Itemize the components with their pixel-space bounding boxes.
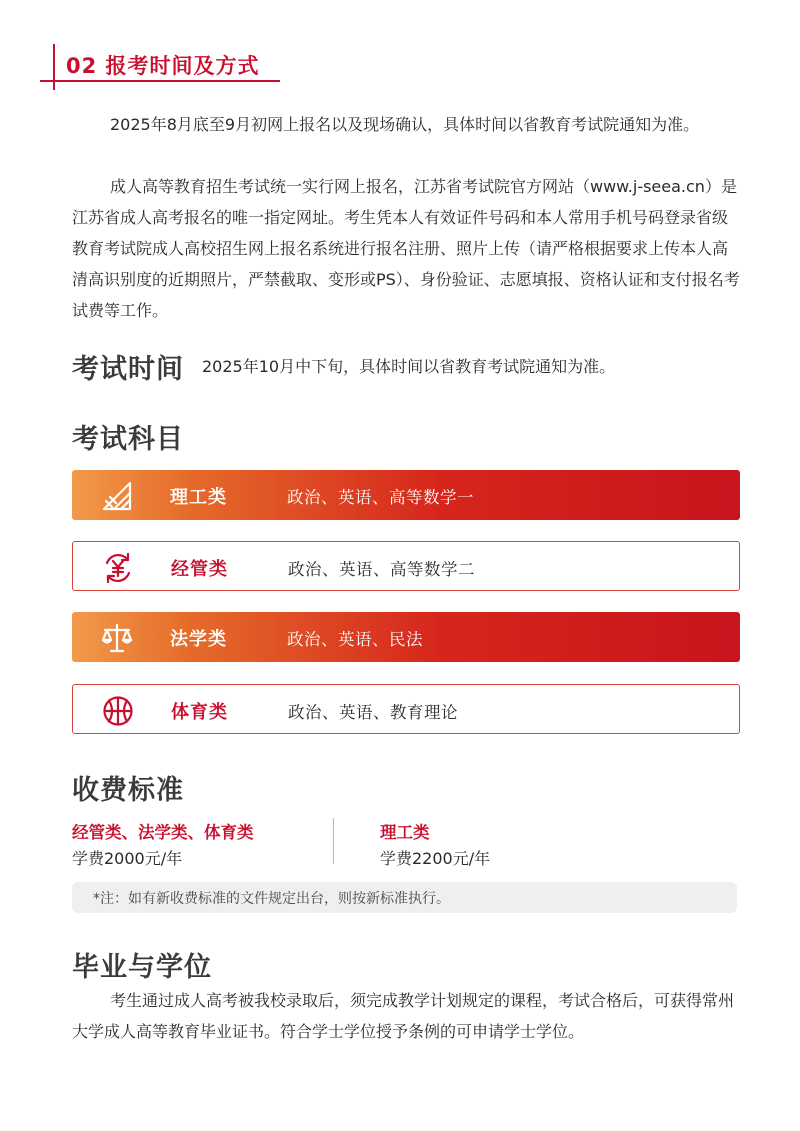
- subject-name: 理工类: [170, 487, 227, 508]
- subject-desc: 政治、英语、教育理论: [288, 703, 458, 722]
- ruler-triangle-icon: [100, 479, 134, 513]
- subject-row-sports: [72, 684, 740, 734]
- fee-category-name: 经管类、法学类、体育类: [72, 823, 254, 842]
- fee-category-name: 理工类: [380, 823, 430, 842]
- fee-note-box: [72, 882, 737, 913]
- subject-row-law: [72, 612, 740, 662]
- header-vertical-rule: [53, 44, 55, 90]
- fee-price: 学费2200元/年: [380, 849, 491, 868]
- graduation-heading: 毕业与学位: [72, 952, 212, 983]
- exam-time-text: 2025年10月中下旬，具体时间以省教育考试院通知为准。: [202, 357, 616, 376]
- subject-desc: 政治、英语、高等数学二: [288, 560, 475, 579]
- subject-row-economics: [72, 541, 740, 591]
- subject-desc: 政治、英语、民法: [287, 630, 423, 649]
- subject-desc: 政治、英语、高等数学一: [287, 488, 474, 507]
- basketball-icon: [101, 694, 135, 728]
- scales-icon: [100, 621, 134, 655]
- header-underline: [40, 80, 280, 82]
- graduation-paragraph: 考生通过成人高考被我校录取后，须完成教学计划规定的课程，考试合格后，可获得常州大学成人高等教育毕业证书。符合学士学位授予条例的可申请学士学位。: [72, 991, 735, 1041]
- registration-paragraph-2: 成人高等教育招生考试统一实行网上报名，江苏省考试院官方网站（www.j-seea.cn）是江苏省成人高考报名的唯一指定网址。考生凭本人有效证件号码和本人常用手机号码登录省级教育考试院成人高校招生网上报名系统进行报名注册、照片上传（请严格根据要求上传本人高清高识别度的近期照片，严禁截取、变形或PS）、身份验证、志愿填报、资格认证和支付报名考试费等工作。: [72, 177, 740, 320]
- subjects-heading: 考试科目: [72, 424, 184, 455]
- subject-name: 法学类: [170, 629, 227, 650]
- fees-heading: 收费标准: [72, 775, 184, 806]
- registration-paragraph-1: 2025年8月底至9月初网上报名以及现场确认，具体时间以省教育考试院通知为准。: [110, 115, 700, 134]
- exam-time-heading: 考试时间: [72, 354, 184, 385]
- subject-name: 体育类: [171, 702, 228, 723]
- fee-divider: [333, 818, 334, 864]
- section-title: 02 报考时间及方式: [66, 54, 260, 78]
- fee-note: *注：如有新收费标准的文件规定出台，则按新标准执行。: [93, 891, 450, 907]
- subject-name: 经管类: [171, 559, 228, 580]
- fee-price: 学费2000元/年: [72, 849, 183, 868]
- subject-row-science: [72, 470, 740, 520]
- yuan-cycle-icon: [101, 551, 135, 585]
